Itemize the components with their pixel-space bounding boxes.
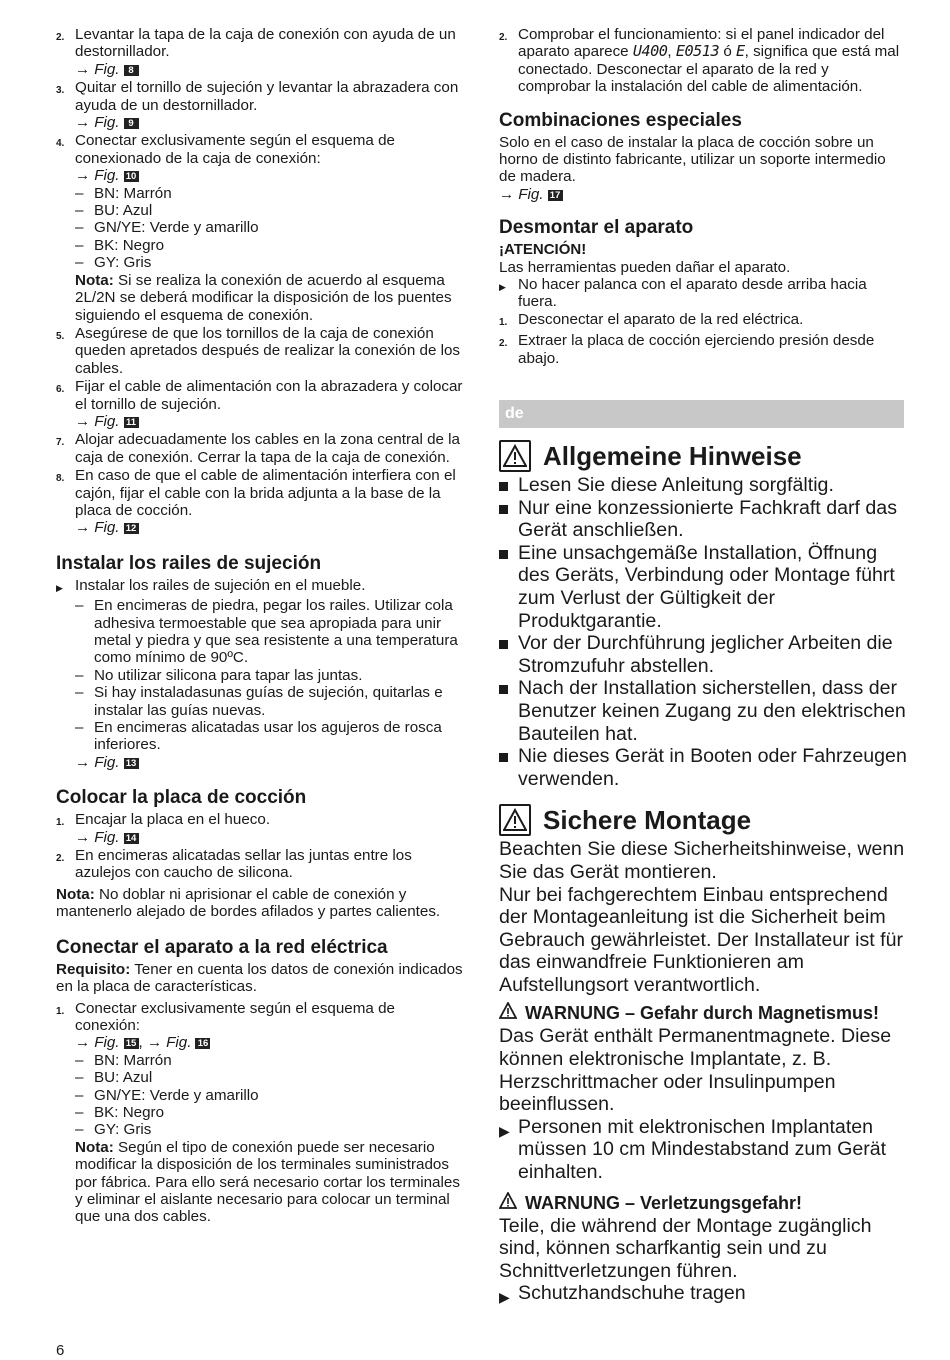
dash-item: – Si hay instaladasunas guías de sujeción, quitarlas e instalar las guías nuevas. [75, 684, 443, 719]
language-band [499, 400, 904, 428]
figure-ref: → Fig. 15 , → Fig. 16 [75, 1034, 464, 1051]
wire-item: – BN: Marrón [75, 1051, 172, 1069]
note: Nota: Según el tipo de conexión puede ser necesario modificar la disposición de los terminales suministrados por fábrica. Para ello será necesario cortar los terminales y eliminar el aislante necesario para colocar un terminal que una dos cables. [75, 1138, 460, 1226]
wire-item: – GY: Gris [75, 1121, 152, 1139]
wire-item: – BK: Negro [75, 236, 165, 254]
note: Nota: Si se realiza la conexión de acuerdo al esquema 2L/2N se deberá modificar la disposición de los puentes siguiendo el esquema de conexión. [75, 271, 452, 324]
step-text: En caso de que el cable de alimentación interfiera con el cajón, fijar el cable con la brida adjunta a la base de la placa de cocción. [75, 467, 456, 519]
list-item: Vor der Durchführung jeglicher Arbeiten die Stromzufuhr abstellen. [499, 632, 909, 677]
dash-item: – No utilizar silicona para tapar las juntas. [75, 666, 363, 684]
requirement: Requisito: Tener en cuenta los datos de conexión indicados en la placa de características. [56, 960, 463, 996]
paragraph: Das Gerät enthält Permanentmagnete. Diese können elektronische Implantate, z. B. Herzschrittmacher oder Insulinpumpen beeinflussen. [499, 1025, 892, 1116]
warning-icon [499, 440, 531, 472]
step-text: Quitar el tornillo de sujeción y levantar la abrazadera con ayuda de un destornillador. [75, 79, 459, 114]
figure-ref: → Fig. 14 [75, 829, 464, 846]
wire-item: – BU: Azul [75, 202, 153, 220]
step-text: En encimeras alicatadas sellar las juntas entre los azulejos con caucho de silicona. [75, 847, 412, 882]
list-item: Nur eine konzessionierte Fachkraft darf das Gerät anschließen. [499, 497, 909, 542]
step-7: 7. Alojar adecuadamente los cables en la zona central de la caja de conexión. Cerrar la tapa de la caja de conexión. [56, 431, 464, 466]
section-heading-rails: Instalar los railes de sujeción [56, 552, 322, 574]
display-code: E0513 [675, 42, 720, 61]
wire-item: – GN/YE: Verde y amarillo [75, 219, 259, 237]
dash-item: – En encimeras alicatadas usar los agujeros de rosca inferiores. [75, 719, 442, 754]
figure-ref: → Fig. 8 [75, 61, 464, 78]
warning-triangle-icon [499, 1002, 517, 1025]
section-heading-placa: Colocar la placa de cocción [56, 787, 307, 809]
display-code: U400 [632, 42, 668, 61]
figure-ref: → Fig. 9 [75, 114, 464, 131]
step-text: Comprobar el funcionamiento: si el panel indicador del aparato aparece U400, E0513 ó E, significa que está mal conectado. Desconectar el aparato de la red y comprobar la instalación del cable de alimentación. [518, 26, 900, 96]
step-1: 1. Encajar la placa en el hueco. → Fig. 14 [56, 811, 464, 846]
step-5: 5. Asegúrese de que los tornillos de la caja de conexión queden apretados después de realizar la conexión de los cables. [56, 325, 464, 377]
step-2: 2. En encimeras alicatadas sellar las juntas entre los azulejos con caucho de silicona. [56, 847, 464, 882]
german-section [499, 440, 909, 1309]
step-text: Levantar la tapa de la caja de conexión con ayuda de un destornillador. [75, 26, 456, 61]
step-2: 2. Levantar la tapa de la caja de conexión con ayuda de un destornillador. → Fig. 8 [56, 26, 464, 78]
section-heading-red: Conectar el aparato a la red eléctrica [56, 936, 388, 958]
list-item: Lesen Sie diese Anleitung sorgfältig. [499, 474, 909, 497]
wire-item: – BK: Negro [75, 1103, 165, 1121]
warning-heading: WARNUNG – Verletzungsgefahr! [499, 1192, 909, 1215]
section-heading-desm: Desmontar el aparato [499, 217, 694, 239]
warning-triangle-icon [499, 1192, 517, 1215]
figure-ref: → Fig. 10 [75, 167, 464, 184]
right-column [499, 26, 904, 368]
step-1: 1. Conectar exclusivamente según el esquema de conexión: → Fig. 15 , → Fig. 16 – BN: Marrón – BU: Azul – GN/YE: Verde y amarillo – BK: Negro – GY: Gris Nota: Según el tipo de conexión puede ser necesario modificar la disposición de los terminales suministrados por fábrica. Para ello será necesario cortar los terminales y eliminar el aislante necesario para colocar un terminal que una dos cables. [56, 1000, 464, 1226]
warning-heading: WARNUNG – Gefahr durch Magnetismus! [499, 1002, 909, 1025]
step-text: Fijar el cable de alimentación con la abrazadera y colocar el tornillo de sujeción. [75, 378, 463, 413]
step-text: Encajar la placa en el hueco. [75, 811, 271, 829]
left-column [56, 26, 464, 1227]
step-3: 3. Quitar el tornillo de sujeción y levantar la abrazadera con ayuda de un destornillador. → Fig. 9 [56, 79, 464, 131]
note: Nota: No doblar ni aprisionar el cable de conexión y mantenerlo alejado de bordes afilados y partes calientes. [56, 885, 441, 921]
step-8: 8. En caso de que el cable de alimentación interfiera con el cajón, fijar el cable con la brida adjunta a la base de la placa de cocción. → Fig. 12 [56, 467, 464, 537]
bullet-item: ▶ No hacer palanca con el aparato desde arriba hacia fuera. [499, 276, 867, 311]
step-text: Asegúrese de que los tornillos de la caja de conexión queden apretados después de realizar la conexión de los cables. [75, 324, 461, 377]
step-1: 1. Desconectar el aparato de la red eléctrica. [499, 310, 804, 328]
step-text: Alojar adecuadamente los cables en la zona central de la caja de conexión. Cerrar la tapa de la caja de conexión. [75, 431, 460, 466]
figure-ref: → Fig. 11 [75, 413, 464, 430]
display-code: E [735, 42, 745, 61]
language-code: de [505, 405, 524, 422]
step-2: 2. Extraer la placa de cocción ejerciendo presión desde abajo. [499, 332, 875, 367]
wire-item: – GY: Gris [75, 254, 152, 272]
step-6: 6. Fijar el cable de alimentación con la abrazadera y colocar el tornillo de sujeción. → Fig. 11 [56, 378, 463, 430]
list-item: Nach der Installation sicherstellen, dass der Benutzer keinen Zugang zu den elektrischen Bauteilen hat. [499, 677, 909, 745]
step-text: Conectar exclusivamente según el esquema de conexionado de la caja de conexión: [75, 132, 395, 167]
paragraph: Solo en el caso de instalar la placa de cocción sobre un horno de distinto fabricante, utilizar un soporte intermedio de madera. [499, 133, 886, 186]
step-2: 2. Comprobar el funcionamiento: si el panel indicador del aparato aparece U400, E0513 ó E, significa que está mal conectado. Desconectar el aparato de la red y comprobar la instalación del cable de alimentación. [499, 26, 904, 96]
paragraph: Teile, die während der Montage zugänglich sind, können scharfkantig sein und zu Schnittverletzungen führen. [499, 1214, 872, 1282]
warning-icon [499, 804, 531, 836]
attention-label: ¡ATENCIÓN! [499, 241, 587, 259]
heading-sichere: Sichere Montage [499, 804, 909, 836]
paragraph: Beachten Sie diese Sicherheitshinweise, wenn Sie das Gerät montieren. [499, 838, 905, 883]
paragraph: Nur bei fachgerechtem Einbau entsprechend der Montageanleitung ist die Sicherheit beim Gebrauch gewährleistet. Der Installateur ist für das einwandfreie Funktionieren am Aufstellungsort verantwortlich. [499, 883, 904, 996]
section-heading-comb: Combinaciones especiales [499, 109, 742, 131]
wire-item: – GN/YE: Verde y amarillo [75, 1086, 259, 1104]
wire-item: – BN: Marrón [75, 184, 172, 202]
figure-ref: → Fig. 13 [75, 754, 464, 771]
bullet-item: ▶ Personen mit elektronischen Implantaten müssen 10 cm Mindestabstand zum Gerät einhalten. [499, 1115, 887, 1184]
step-4: 4. Conectar exclusivamente según el esquema de conexionado de la caja de conexión: → Fig. 10 – BN: Marrón – BU: Azul – GN/YE: Verde y amarillo – BK: Negro – GY: Gris Nota: Si se realiza la conexión de acuerdo al esquema 2L/2N se deberá modificar la disposición de los puentes siguiendo el esquema de conexión. [56, 132, 464, 323]
step-text: Conectar exclusivamente según el esquema de conexión: [75, 999, 395, 1034]
wire-item: – BU: Azul [75, 1069, 153, 1087]
list-item: Eine unsachgemäße Installation, Öffnung des Geräts, Verbindung oder Montage führt zum Verlust der Gültigkeit der Produktgarantie. [499, 542, 909, 632]
bullet-item: ▶ Schutzhandschuhe tragen [499, 1282, 746, 1306]
heading-allgemeine: Allgemeine Hinweise [499, 440, 909, 472]
figure-ref: → Fig. 12 [75, 519, 464, 536]
bullet-item: ▶ Instalar los railes de sujeción en el mueble. [56, 576, 366, 594]
list-item: Nie dieses Gerät in Booten oder Fahrzeugen verwenden. [499, 745, 909, 790]
attention-text: Las herramientas pueden dañar el aparato. [499, 258, 791, 276]
figure-ref: → Fig. 17 [499, 186, 904, 203]
dash-item: – En encimeras de piedra, pegar los railes. Utilizar cola adhesiva termoestable que sea apropiada para unir metal y piedra y que sea resistente a una temperatura como mínimo de 90ºC. [75, 597, 458, 667]
page-number: 6 [56, 1342, 65, 1359]
